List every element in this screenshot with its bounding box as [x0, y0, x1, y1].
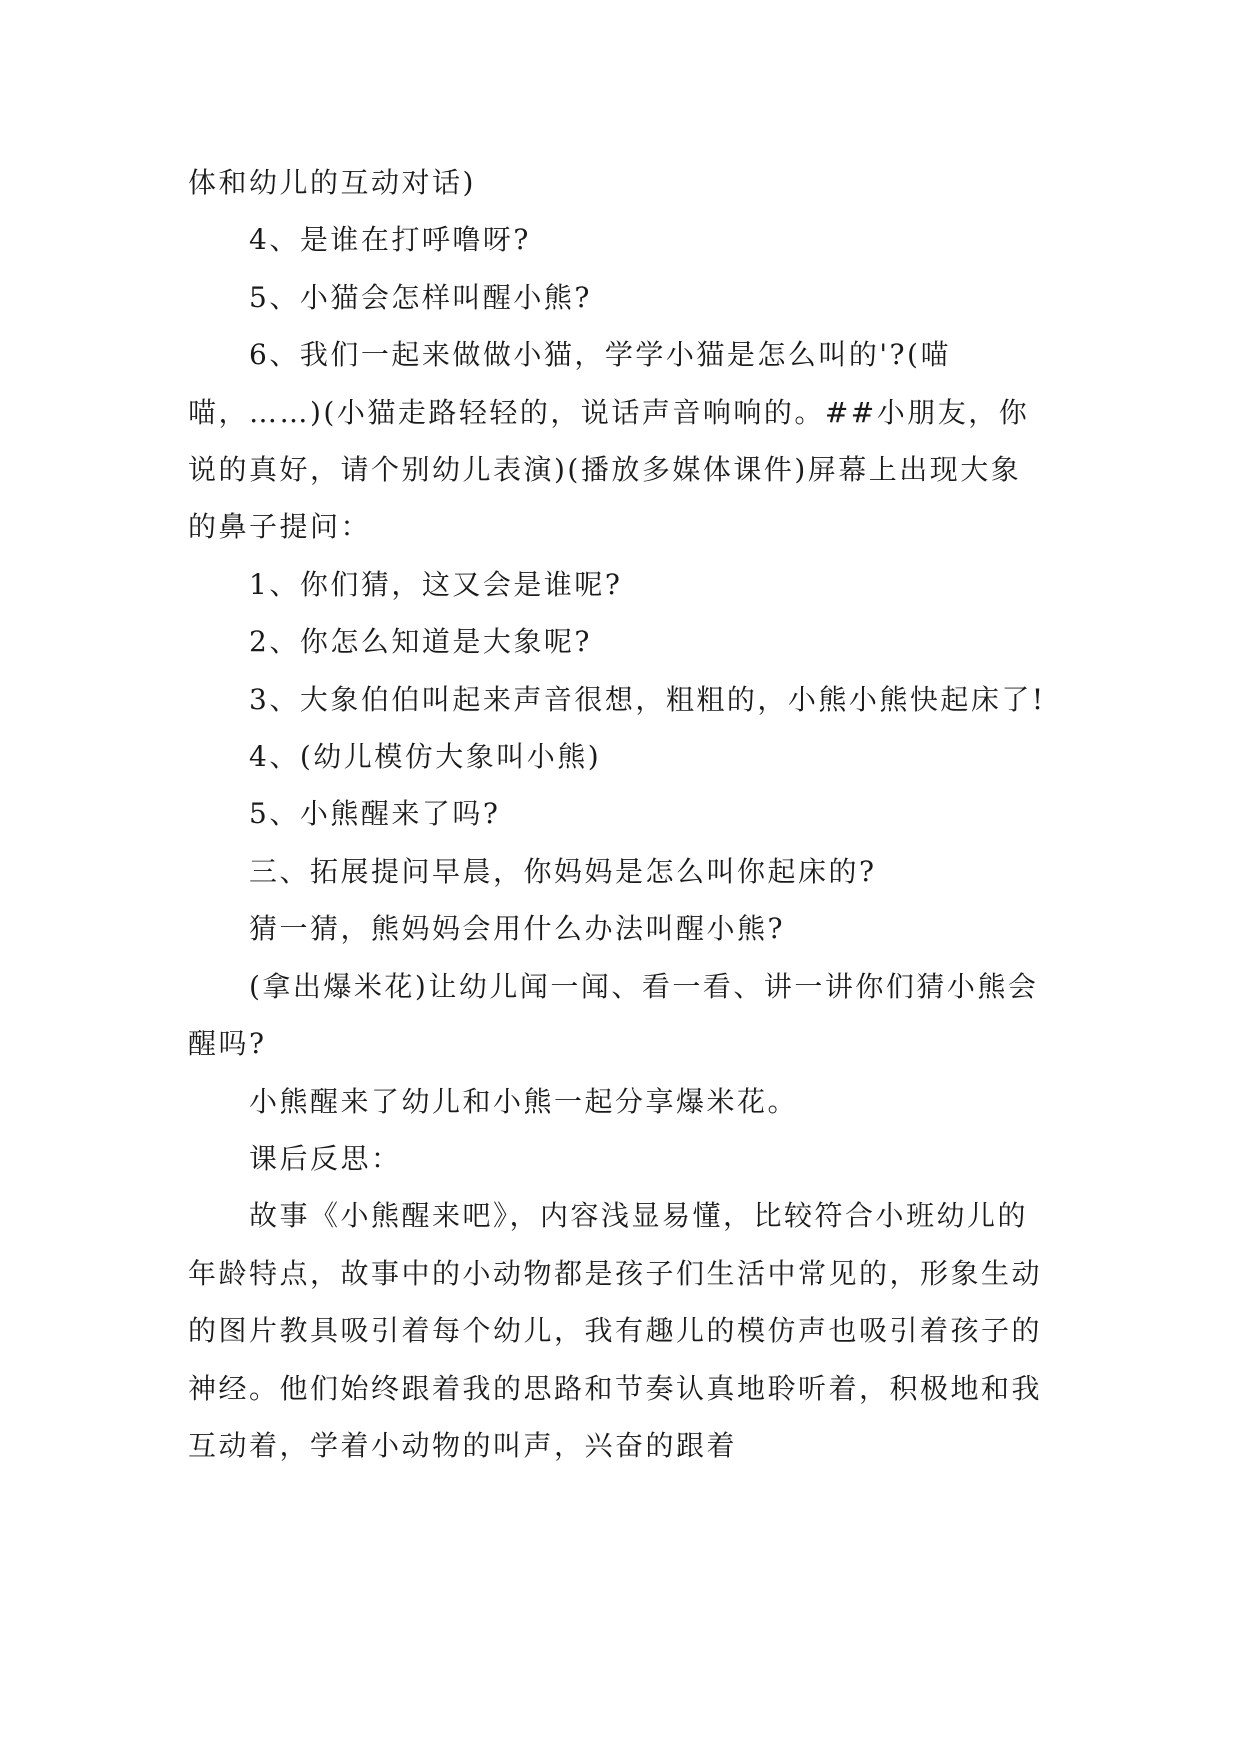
share-popcorn: 小熊醒来了幼儿和小熊一起分享爆米花。 [249, 1084, 799, 1118]
elephant-question-5: 5、小熊醒来了吗? [249, 797, 501, 831]
elephant-question-2: 2、你怎么知道是大象呢? [249, 625, 592, 659]
reflection-body: 故事《小熊醒来吧》，内容浅显易懂，比较符合小班幼儿的年龄特点，故事中的小动物都是孩子们生活中常见的，形象生动的图片教具吸引着每个幼儿，我有趣儿的模仿声也吸引着孩子的神经。他们始终跟着我的思路和节奏认真地聆听着，积极地和我互动着，学着小动物的叫声，兴奋的跟着 [188, 1199, 1043, 1462]
popcorn-activity: (拿出爆米花)让幼儿闻一闻、看一看、讲一讲你们猜小熊会醒吗? [188, 969, 1039, 1061]
question-4-snoring: 4、是谁在打呼噜呀? [249, 223, 531, 257]
paragraph-continuation: 体和幼儿的互动对话) [188, 166, 476, 199]
document-body [188, 154, 1050, 1474]
elephant-question-4: 4、(幼儿模仿大象叫小熊) [249, 740, 602, 774]
reflection-heading: 课后反思： [249, 1141, 402, 1175]
elephant-question-1: 1、你们猜，这又会是谁呢? [249, 567, 623, 601]
question-5-cat-wake: 5、小猫会怎样叫醒小熊? [249, 280, 592, 314]
question-6-imitate-cat: 6、我们一起来做做小猫，学学小猫是怎么叫的'?(喵喵，……)(小猫走路轻轻的，说话声音响响的。##小朋友，你说的真好，请个别幼儿表演)(播放多媒体课件)屏幕上出现大象的鼻子提问： [188, 338, 1030, 544]
guess-question: 猜一猜，熊妈妈会用什么办法叫醒小熊? [249, 912, 786, 946]
section-three-extension: 三、拓展提问早晨，你妈妈是怎么叫你起床的? [249, 854, 877, 888]
elephant-question-3: 3、大象伯伯叫起来声音很想，粗粗的，小熊小熊快起床了! [249, 682, 1046, 716]
